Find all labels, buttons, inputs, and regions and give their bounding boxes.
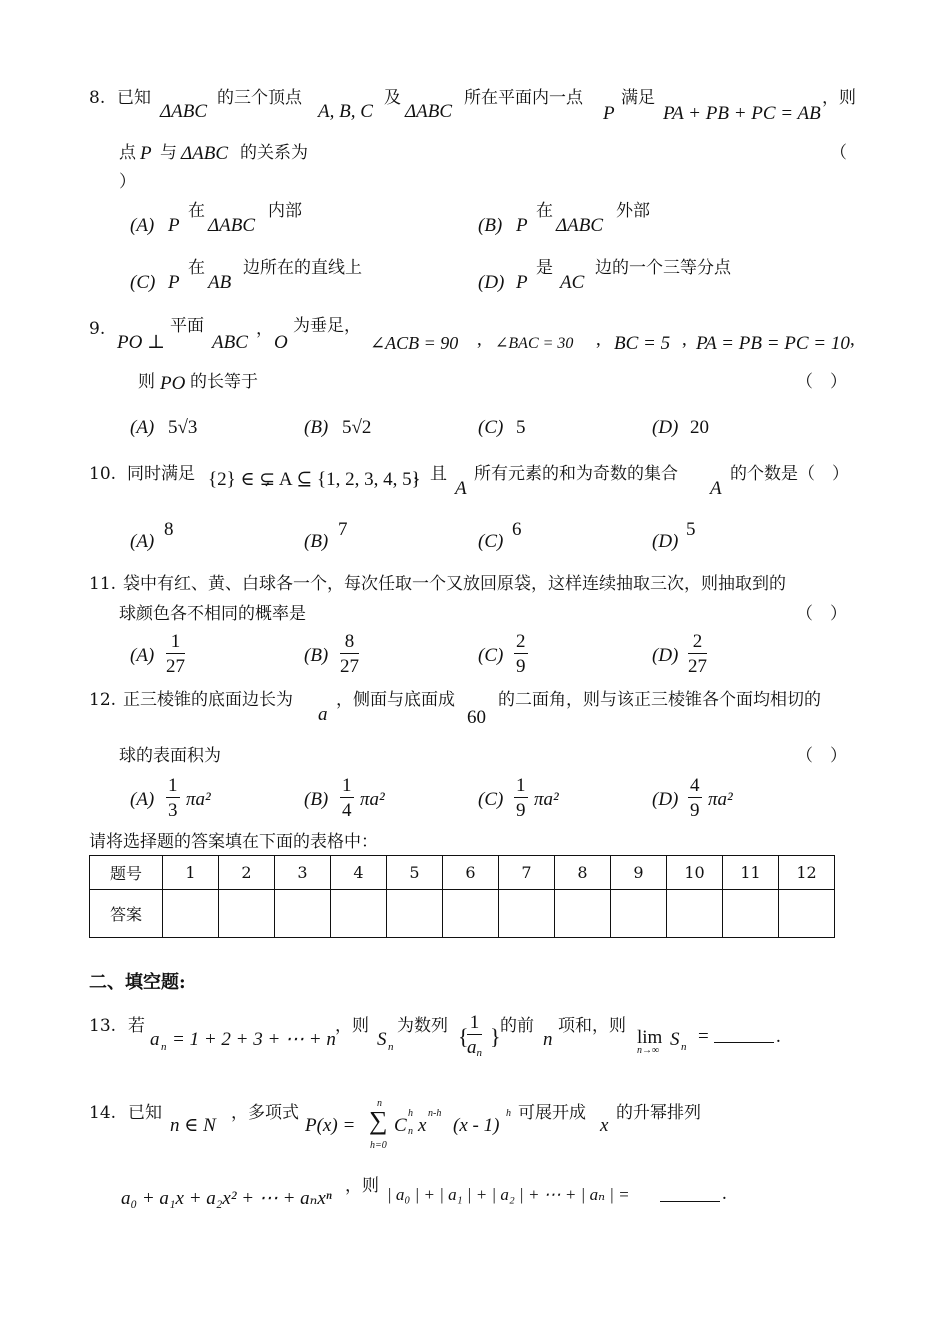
q9-option-b-label: (B) [304,417,329,438]
q11-line-1: 袋中有红、黄、白球各一个，每次任取一个又放回原袋，这样连续抽取三次，则抽取到的 [123,574,786,594]
q8-option-d-p: P [516,272,528,293]
q13-lim: lim [637,1027,663,1048]
q14-x: x [418,1115,427,1136]
q10-text-2: ，且 [413,464,447,484]
q9-angle-bac: ∠BAC = 30 [495,335,574,352]
q14-x-sup: n-h [428,1108,442,1119]
q8-option-b-zai: 在 [536,201,553,221]
answer-table-col: 2 [219,856,275,890]
q8-option-a-label: (A) [130,215,155,236]
answer-cell[interactable] [667,890,723,938]
q13-a: a [150,1029,160,1050]
q9-o: O [274,332,288,353]
q9-option-a-value: 5√3 [168,417,198,438]
q14-px: P(x) = [305,1115,356,1136]
answer-cell[interactable] [723,890,779,938]
q9-line2-po: PO [160,373,186,394]
q12-a: a [318,704,328,725]
q11-option-a-fraction: $\frac{1}{27}$ [166,631,185,677]
q14-sum-bottom: h=0 [370,1140,387,1151]
q12-option-b-fraction: $\frac{1}{4}$ [342,775,352,821]
q13-lim-s-sub: n [681,1041,687,1053]
q14-abs-sum: | a₀ | + | a₁ | + | a₂ | + ⋯ + | aₙ | = [387,1185,630,1204]
q8-text-2: 的三个顶点 [217,88,302,108]
q8-line2-c: 的关系为 [240,143,308,163]
answer-table-col: 1 [163,856,219,890]
q8-option-c-end: 边所在的直线上 [243,258,362,278]
q13-text-3: 为数列 [397,1016,448,1036]
q12-paren: （ ） [796,746,847,766]
q8-text-5: 满足 [621,88,655,108]
q12-number: 12. [89,690,117,710]
answer-cell[interactable] [611,890,667,938]
answer-cell[interactable] [779,890,835,938]
q12-option-c-fraction: $\frac{1}{9}$ [516,775,526,821]
q10-text-1: 同时满足 [127,464,195,484]
q14-sigma: ∑ [369,1106,388,1135]
q13-text-4: 的前 [500,1016,534,1036]
section-2-title: 二、填空题: [89,972,186,993]
q9-bc: BC = 5 [614,333,671,354]
q8-line2-b: 与 [160,143,177,163]
q12-option-b-pia: πa² [360,789,385,810]
q13-equation: = 1 + 2 + 3 + ⋯ + n [172,1029,336,1050]
q10-a-2: A [710,478,722,499]
q9-number: 9. [89,319,106,339]
answer-cell[interactable] [275,890,331,938]
answer-table-answer-row [90,890,835,938]
q9-option-c-label: (C) [478,417,504,438]
q11-option-c-fraction: $\frac{2}{9}$ [516,631,526,677]
q13-number: 13. [89,1016,117,1036]
q12-degree: 60 [467,707,486,728]
q12-option-c-pia: πa² [534,789,559,810]
q14-c: C [394,1115,407,1136]
q9-line2-b: 的长等于 [190,372,258,392]
q8-option-d-label: (D) [478,272,505,293]
q8-option-b-label: (B) [478,215,503,236]
q14-c-sup: h [408,1108,413,1119]
q12-line-2: 球的表面积为 [119,746,221,766]
answer-table-col: 6 [443,856,499,890]
q10-number: 10. [89,464,117,484]
answer-table-col: 7 [499,856,555,890]
q8-option-d-ac: AC [560,272,585,293]
q12-text-2: ，侧面与底面成 [336,690,455,710]
q8-line2-tri: ΔABC [181,143,229,164]
q12-option-a-pia: πa² [186,789,211,810]
q13-equals: = [698,1026,709,1047]
q11-paren: （ ） [796,604,847,624]
q8-paren-open: （ [830,143,847,163]
q14-text-5: ，则 [345,1176,379,1196]
q10-a-1: A [455,478,467,499]
q8-line2-p: P [140,143,152,164]
answer-table-head-answer: 答案 [90,890,163,938]
q14-x-minus-1-sup: h [506,1108,511,1119]
q8-vertices: A, B, C [318,101,373,122]
q8-point-p: P [603,103,615,124]
answer-cell[interactable] [219,890,275,938]
q10-option-d-label: (D) [652,531,679,552]
q8-option-b-tri: ΔABC [556,215,604,236]
q12-option-d-pia: πa² [708,789,733,810]
q11-option-c-label: (C) [478,645,504,666]
q12-text-3: 的二面角，则与该正三棱锥各个面均相切的 [498,690,821,710]
q11-line-2: 球颜色各不相同的概率是 [119,604,306,624]
q12-option-d-label: (D) [652,789,679,810]
q10-option-a-label: (A) [130,531,155,552]
q13-s-sub: n [388,1041,394,1053]
answer-table-col: 9 [611,856,667,890]
q13-s: S [377,1029,387,1050]
q12-option-d-fraction: $\frac{4}{9}$ [690,775,700,821]
q8-text-3: 及 [384,88,401,108]
q9-paren: （ ） [796,372,847,392]
q9-foot: 为垂足， [293,316,361,336]
q14-period: . [722,1183,727,1204]
q13-n: n [543,1029,553,1050]
q13-lim-sub: n→∞ [637,1045,660,1056]
q14-var-x: x [600,1115,609,1136]
q14-x-minus-1: (x - 1) [453,1115,500,1136]
answer-table-col: 3 [275,856,331,890]
q8-equation: PA + PB + PC = AB [663,103,821,124]
q8-option-c-label: (C) [130,272,156,293]
q11-option-a-label: (A) [130,645,155,666]
answer-table-col: 12 [779,856,835,890]
answer-table-col: 11 [723,856,779,890]
q13-a-sub: n [161,1041,167,1053]
answer-cell[interactable] [443,890,499,938]
answer-table-header-row [90,856,835,890]
q8-option-b-p: P [516,215,528,236]
q11-option-b-label: (B) [304,645,329,666]
q13-text-2: ，则 [335,1016,369,1036]
answer-table-col: 4 [331,856,387,890]
q14-blank [660,1193,720,1210]
q11-number: 11. [89,574,117,594]
q9-option-c-value: 5 [516,417,526,438]
q8-text-1: 已知 [117,88,151,108]
q12-option-b-label: (B) [304,789,329,810]
q12-text-1: 正三棱锥的底面边长为 [123,690,293,710]
answer-table-col: 5 [387,856,443,890]
answer-cell[interactable] [331,890,387,938]
q13-lim-s: S [670,1029,680,1050]
q13-text-1: 若 [128,1016,145,1036]
q10-option-a-value: 8 [164,519,174,540]
q8-option-a-p: P [168,215,180,236]
q9-option-a-label: (A) [130,417,155,438]
q13-period: . [776,1026,781,1047]
answer-table-head-number: 题号 [90,856,163,890]
answer-table [89,855,835,938]
q11-option-b-fraction: $\frac{8}{27}$ [340,631,359,677]
q14-polynomial: a₀ + a₁x + a₂x² + ⋯ + aₙxⁿ [121,1188,332,1209]
q12-option-c-label: (C) [478,789,504,810]
answer-cell[interactable] [499,890,555,938]
q9-abc: ABC [212,332,248,353]
q14-text-1: 已知 [128,1103,162,1123]
q8-option-d-shi: 是 [536,258,553,278]
q8-triangle-2: ΔABC [405,101,453,122]
q14-sum-top: n [377,1098,382,1109]
q14-c-sub: n [408,1126,413,1137]
q8-option-c-ab: AB [208,272,232,293]
q10-text-3: 所有元素的和为奇数的集合 [474,464,678,484]
q14-text-3: 可展开成 [518,1103,586,1123]
q13-fraction: $\frac{1}{an}$ [467,1012,482,1059]
q8-paren-close: ） [119,172,136,192]
q8-triangle-1: ΔABC [160,101,208,122]
q10-option-b-value: 7 [338,519,348,540]
q9-pa: PA = PB = PC = 10 [696,333,850,354]
q9-option-d-value: 20 [690,417,709,438]
q10-option-c-value: 6 [512,519,522,540]
q8-number: 8. [89,88,106,108]
q10-text-4: 的个数是（ ） [730,464,849,484]
q8-option-c-p: P [168,272,180,293]
q14-text-2: ，多项式 [231,1103,299,1123]
q8-option-a-tri: ΔABC [208,215,256,236]
q12-option-a-label: (A) [130,789,155,810]
q8-line2-a: 点 [119,143,136,163]
q12-option-a-fraction: $\frac{1}{3}$ [168,775,178,821]
q10-option-d-value: 5 [686,519,696,540]
answer-cell[interactable] [163,890,219,938]
answer-table-col: 10 [667,856,723,890]
answer-cell[interactable] [555,890,611,938]
q9-angle-acb: ∠ACB = 90 [370,333,459,353]
q8-text-4: 所在平面内一点 [464,88,583,108]
q8-option-b-end: 外部 [616,201,650,221]
q13-text-5: 项和，则 [558,1016,626,1036]
q8-option-a-zai: 在 [188,201,205,221]
q14-n-in-n: n ∈ N [170,1115,216,1136]
q14-text-4: 的升幂排列 [616,1103,701,1123]
answer-cell[interactable] [387,890,443,938]
q10-set-expression: {2} ∈ ⊊ A ⊆ {1, 2, 3, 4, 5} [208,469,421,490]
q10-option-c-label: (C) [478,531,504,552]
q9-option-d-label: (D) [652,417,679,438]
q11-option-d-label: (D) [652,645,679,666]
answer-instruction: 请将选择题的答案填在下面的表格中： [89,832,378,852]
q9-comma: ， [256,319,273,339]
q10-option-b-label: (B) [304,531,329,552]
q11-option-d-fraction: $\frac{2}{27}$ [688,631,707,677]
q8-text-6: ，则 [822,88,856,108]
q9-option-b-value: 5√2 [342,417,372,438]
q8-option-d-end: 边的一个三等分点 [595,258,731,278]
answer-table-col: 8 [555,856,611,890]
q9-line2-a: 则 [138,372,155,392]
q9-plane: 平面 [170,316,204,336]
q8-option-c-zai: 在 [188,258,205,278]
q9-po-perp: PO ⊥ [117,332,165,353]
q13-blank [714,1034,774,1051]
q14-number: 14. [89,1103,117,1123]
q8-option-a-end: 内部 [268,201,302,221]
